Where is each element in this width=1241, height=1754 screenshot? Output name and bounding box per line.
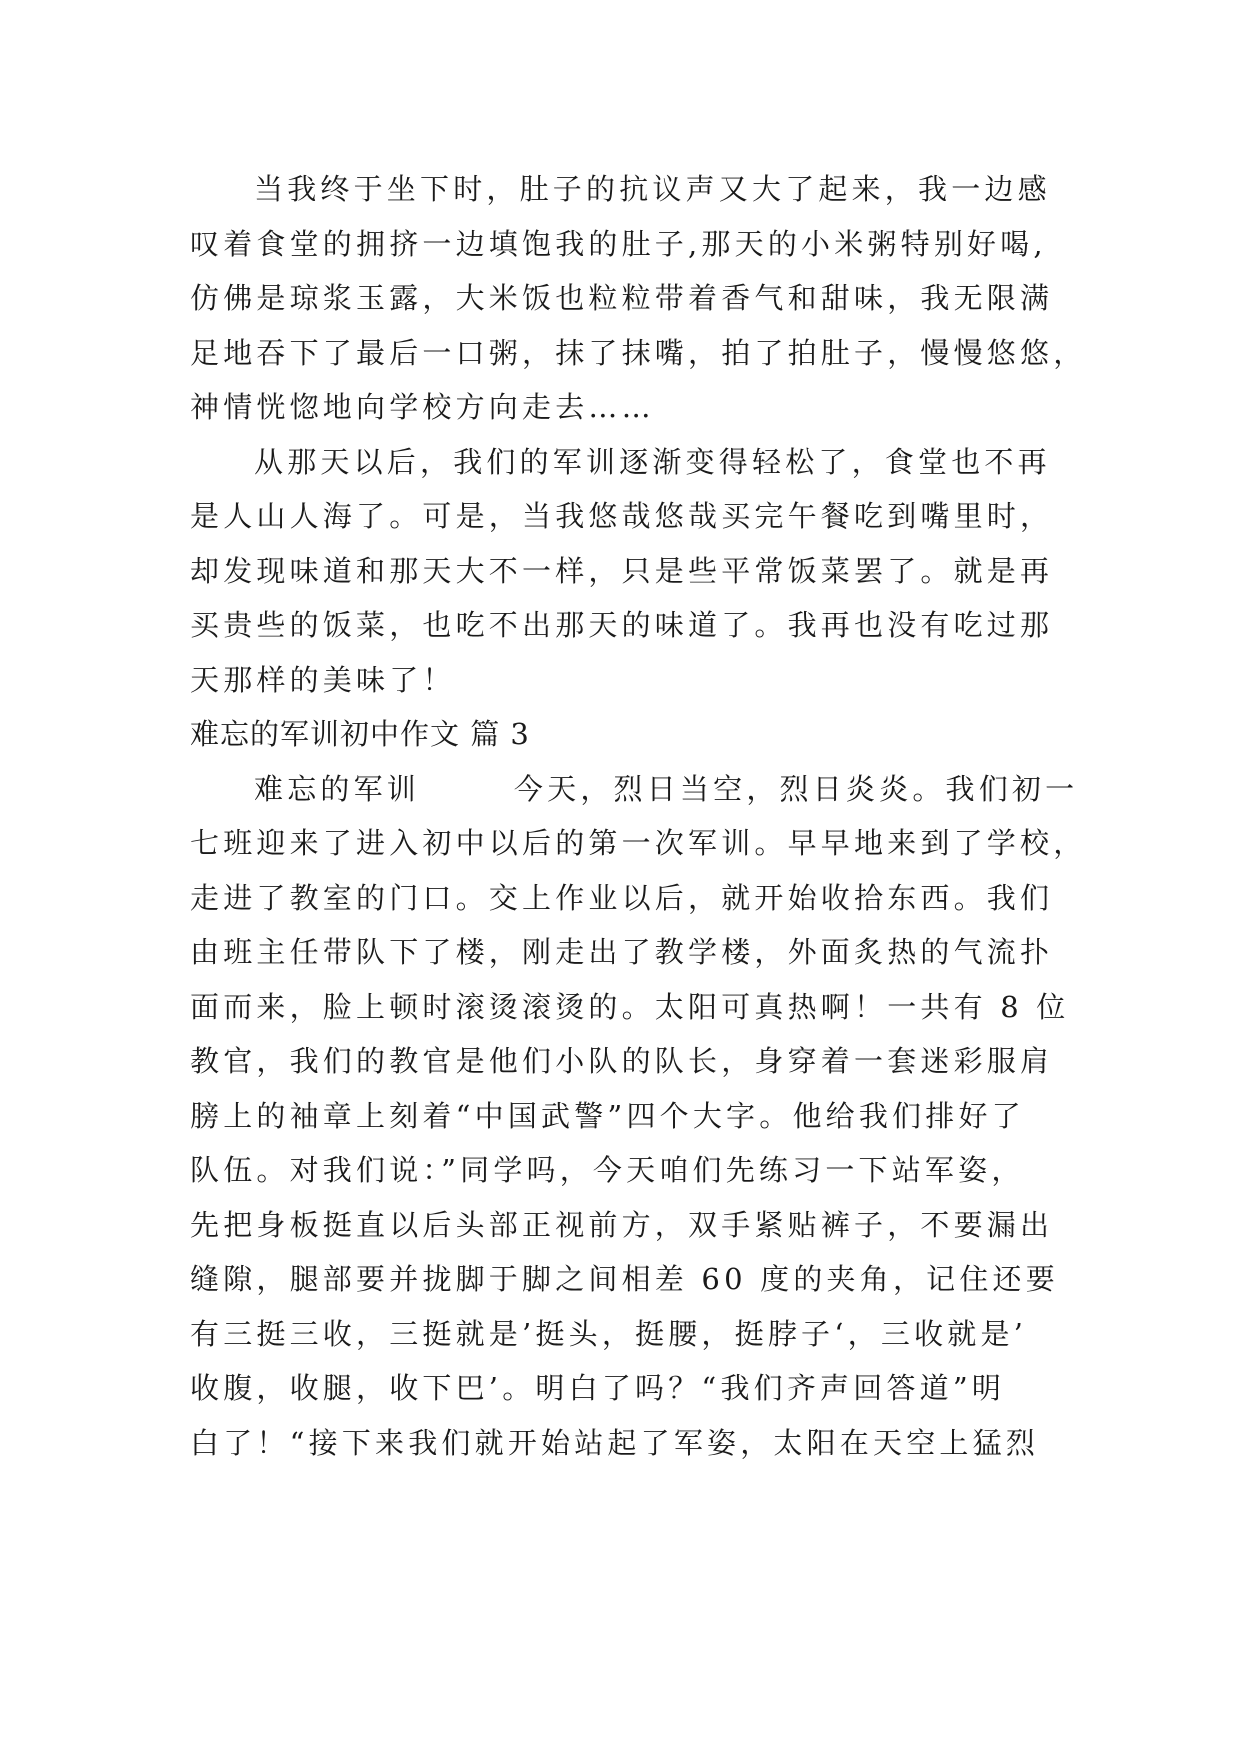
text-line: 神情恍惚地向学校方向走去…… — [190, 390, 655, 424]
text-line: 面而来，脸上顿时滚烫滚烫的。太阳可真热啊！一共有 8 位 — [190, 989, 1070, 1024]
paragraph-2 — [190, 435, 1070, 708]
text-line: 教官，我们的教官是他们小队的队长，身穿着一套迷彩服肩 — [190, 1044, 1054, 1078]
document-body — [190, 162, 1087, 1470]
text-line: 当我终于坐下时，肚子的抗议声又大了起来，我一边感 — [254, 172, 1051, 206]
text-line: 从那天以后，我们的军训逐渐变得轻松了，食堂也不再 — [254, 444, 1051, 479]
essay-paragraph — [190, 762, 1087, 1471]
text-line: 由班主任带队下了楼，刚走出了教学楼，外面炙热的气流扑 — [190, 935, 1054, 969]
text-line: 走进了教室的门口。交上作业以后，就开始收拾东西。我们 — [190, 880, 1054, 915]
text-line: 膀上的袖章上刻着“中国武警”四个大字。他给我们排好了 — [190, 1098, 1025, 1133]
paragraph-1 — [190, 162, 1087, 435]
text-line: 难忘的军训 今天，烈日当空，烈日炎炎。我们初一 — [254, 771, 1079, 806]
text-line: 买贵些的饭菜，也吃不出那天的味道了。我再也没有吃过那 — [190, 608, 1054, 642]
text-line: 是人山人海了。可是，当我悠哉悠哉买完午餐吃到嘴里时， — [190, 499, 1054, 533]
text-line: 七班迎来了进入初中以后的第一次军训。早早地来到了学校， — [190, 826, 1087, 860]
text-line: 收腹，收腿，收下巴’。明白了吗？“我们齐声回答道”明 — [190, 1371, 1006, 1405]
text-line: 队伍。对我们说：”同学吗，今天咱们先练习一下站军姿， — [190, 1153, 1025, 1187]
text-line: 天那样的美味了！ — [190, 662, 456, 697]
text-line: 先把身板挺直以后头部正视前方，双手紧贴裤子，不要漏出 — [190, 1207, 1054, 1242]
text-line: 仿佛是琼浆玉露，大米饭也粒粒带着香气和甜味，我无限满 — [190, 281, 1054, 315]
text-line: 叹着食堂的拥挤一边填饱我的肚子,那天的小米粥特别好喝, — [190, 226, 1047, 261]
text-line: 缝隙，腿部要并拢脚于脚之间相差 60 度的夹角，记住还要 — [190, 1262, 1059, 1296]
text-line: 有三挺三收，三挺就是’挺头，挺腰，挺脖子‘，三收就是’ — [190, 1316, 1028, 1351]
section-heading: 难忘的军训初中作文 篇 3 — [190, 717, 530, 751]
text-line: 却发现味道和那天大不一样，只是些平常饭菜罢了。就是再 — [190, 553, 1054, 588]
text-line: 白了！“接下来我们就开始站起了军姿，太阳在天空上猛烈 — [190, 1425, 1040, 1460]
text-line: 足地吞下了最后一口粥，抹了抹嘴，拍了拍肚子，慢慢悠悠， — [190, 335, 1087, 370]
